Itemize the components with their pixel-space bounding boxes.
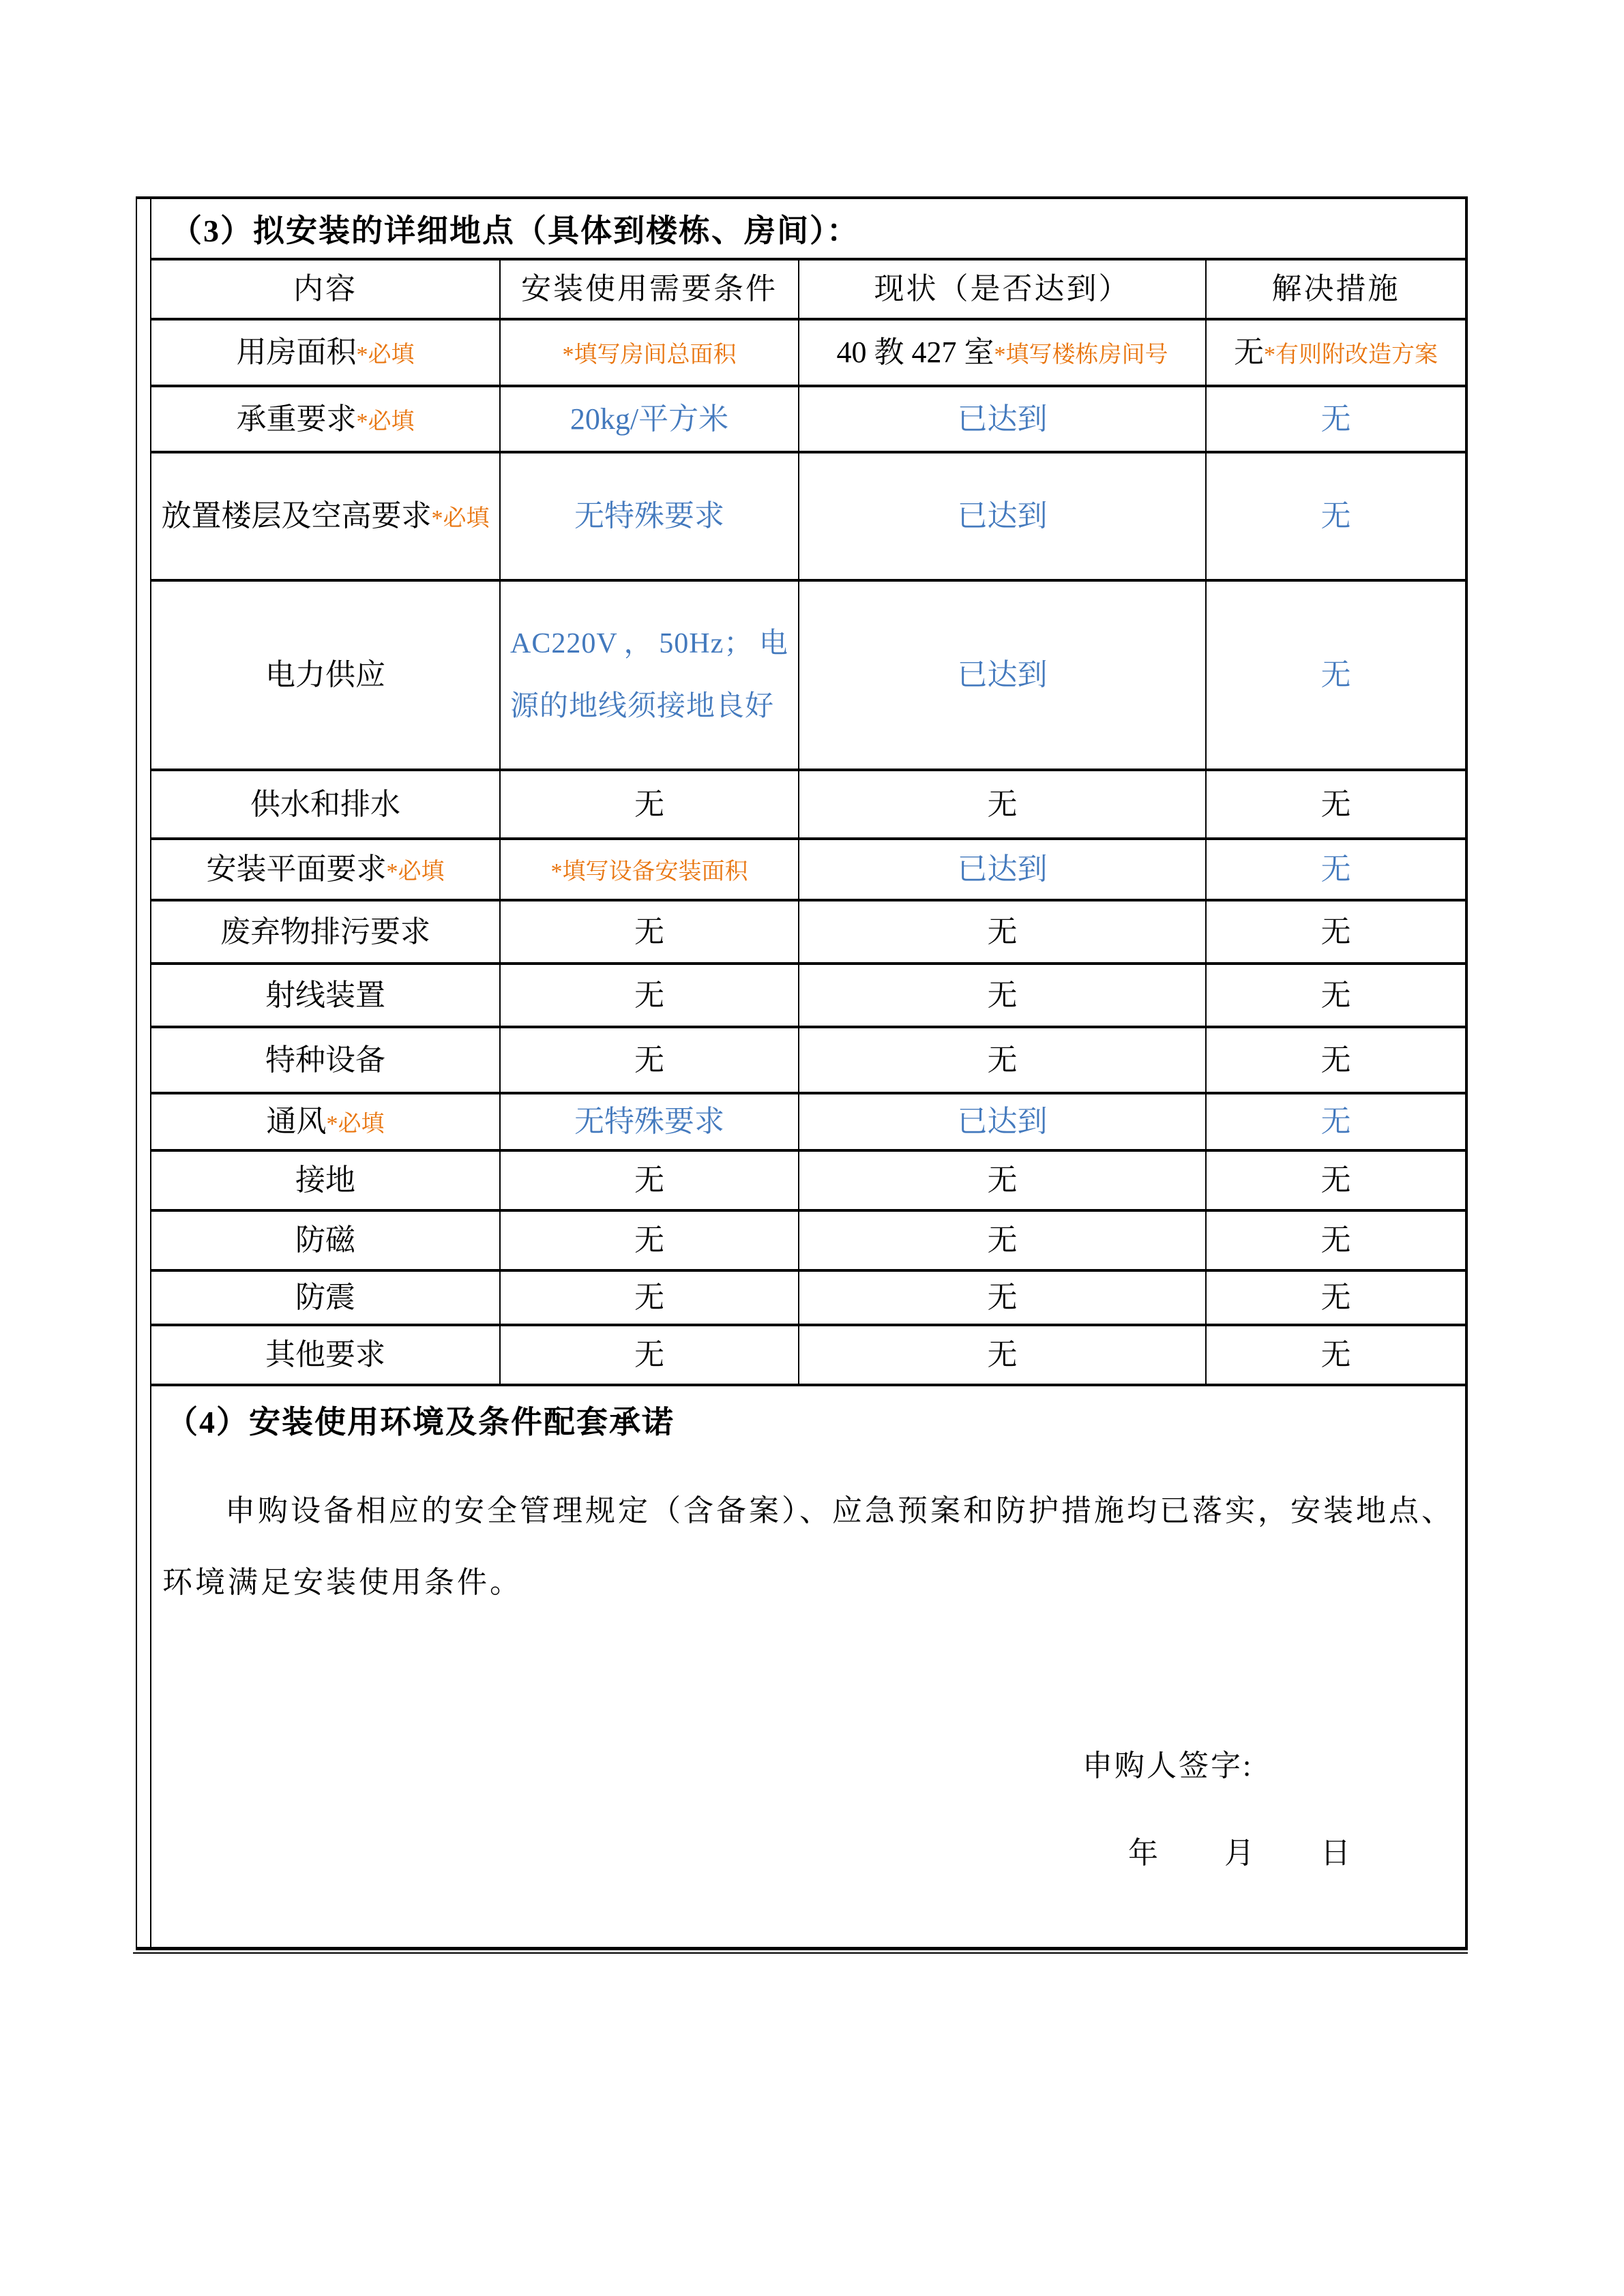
cell-condition: 无	[501, 1028, 799, 1094]
cell-label: 防震	[151, 1272, 501, 1326]
cell-condition: *填写设备安装面积	[501, 840, 799, 901]
cell-label: 供水和排水	[151, 771, 501, 840]
cell-status: 无	[799, 901, 1207, 965]
cell-condition: 20kg/平方米	[501, 387, 799, 453]
cell-condition: 无	[501, 771, 799, 840]
cell-status: 无	[799, 965, 1207, 1028]
cell-status: 无	[799, 1326, 1207, 1386]
section4-paragraph: 申购设备相应的安全管理规定（含备案）、应急预案和防护措施均已落实，安装地点、环境满足安装使用条件。	[162, 1494, 1454, 1599]
cell-label: 废弃物排污要求	[151, 901, 501, 965]
cell-solution: 无	[1207, 387, 1465, 453]
cell-status: 无	[799, 1152, 1207, 1212]
section3-title-row	[151, 199, 1465, 260]
cell-solution: 无	[1207, 453, 1465, 582]
cell-solution: 无	[1207, 840, 1465, 901]
cell-label: 接地	[151, 1152, 501, 1212]
cell-condition: 无	[501, 1326, 799, 1386]
cell-condition: 无特殊要求	[501, 453, 799, 582]
cell-status: 无	[799, 771, 1207, 840]
signature-label: 申购人签字:	[1082, 1749, 1254, 1783]
cell-status: 已达到	[799, 387, 1207, 453]
section4-title: （4）安装使用环境及条件配套承诺	[166, 1405, 675, 1440]
date-line: 年 月 日	[1128, 1836, 1353, 1870]
form-frame	[136, 196, 1468, 1950]
col-header-condition: 安装使用需要条件	[501, 260, 799, 320]
section3-title: （3）拟安装的详细地点（具体到楼栋、房间）：	[171, 213, 859, 248]
cell-solution: 无	[1207, 1272, 1465, 1326]
cell-condition: AC220V，50Hz；电源的地线须接地良好	[501, 582, 799, 771]
cell-status: 已达到	[799, 1094, 1207, 1152]
cell-condition: 无	[501, 901, 799, 965]
cell-label: 放置楼层及空高要求*必填	[151, 453, 501, 582]
cell-solution: 无	[1207, 1094, 1465, 1152]
cell-label: 用房面积*必填	[151, 320, 501, 387]
cell-label: 安装平面要求*必填	[151, 840, 501, 901]
cell-status: 无	[799, 1272, 1207, 1326]
cell-solution: 无	[1207, 582, 1465, 771]
col-header-status: 现状（是否达到）	[799, 260, 1207, 320]
cell-solution: 无	[1207, 965, 1465, 1028]
cell-label: 电力供应	[151, 582, 501, 771]
cell-solution: 无	[1207, 1212, 1465, 1272]
cell-status: 已达到	[799, 582, 1207, 771]
cell-label: 通风*必填	[151, 1094, 501, 1152]
cell-status: 40 教 427 室*填写楼栋房间号	[799, 320, 1207, 387]
cell-label: 其他要求	[151, 1326, 501, 1386]
cell-condition: 无	[501, 1272, 799, 1326]
cell-solution: 无	[1207, 771, 1465, 840]
cell-status: 无	[799, 1212, 1207, 1272]
cell-condition: 无特殊要求	[501, 1094, 799, 1152]
cell-condition: 无	[501, 1152, 799, 1212]
cell-status: 已达到	[799, 840, 1207, 901]
cell-status: 已达到	[799, 453, 1207, 582]
cell-solution: 无	[1207, 1326, 1465, 1386]
form-content	[150, 199, 1465, 1947]
cell-condition: 无	[501, 965, 799, 1028]
install-location-table	[151, 260, 1465, 1386]
section4	[151, 1386, 1465, 1950]
cell-solution: 无	[1207, 1152, 1465, 1212]
cell-solution: 无	[1207, 1028, 1465, 1094]
col-header-solution: 解决措施	[1207, 260, 1465, 320]
cell-condition: 无	[501, 1212, 799, 1272]
cell-label: 防磁	[151, 1212, 501, 1272]
cell-solution: 无	[1207, 901, 1465, 965]
cell-solution: 无*有则附改造方案	[1207, 320, 1465, 387]
cell-label: 射线装置	[151, 965, 501, 1028]
cell-label: 承重要求*必填	[151, 387, 501, 453]
cell-label: 特种设备	[151, 1028, 501, 1094]
cell-status: 无	[799, 1028, 1207, 1094]
cell-condition: *填写房间总面积	[501, 320, 799, 387]
col-header-content: 内容	[151, 260, 501, 320]
